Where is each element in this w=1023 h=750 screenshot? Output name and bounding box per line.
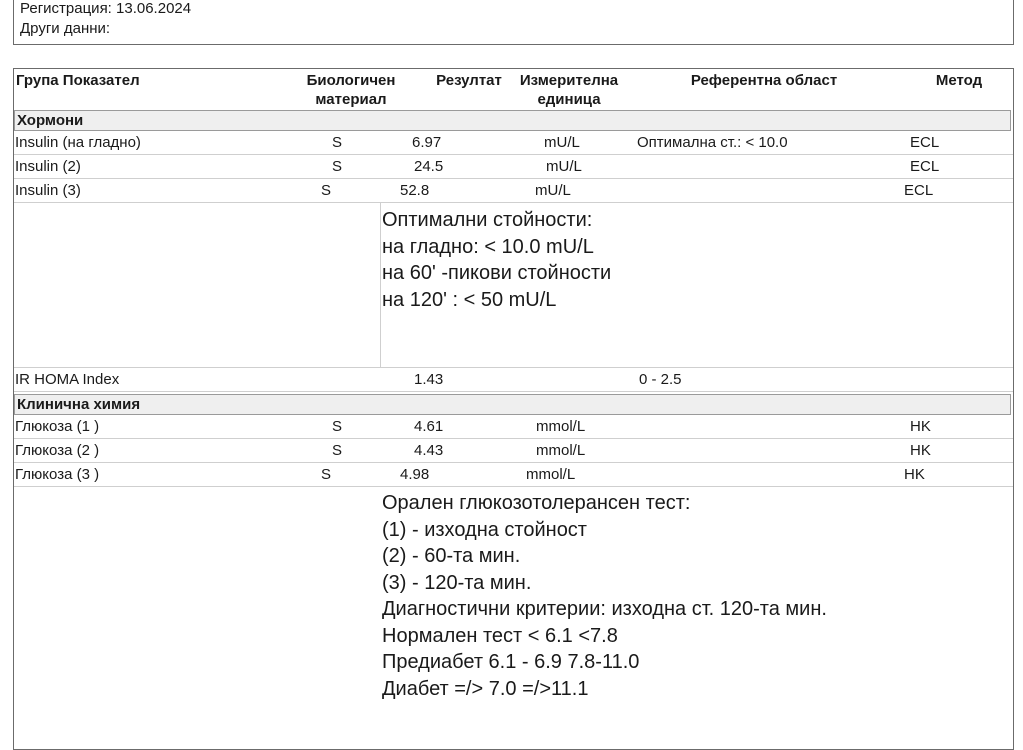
table-row: [14, 179, 1013, 203]
row-method: ECL: [910, 158, 940, 175]
row-result: 1.43: [414, 371, 444, 388]
table-row-homa: [14, 367, 1013, 392]
patient-info-box: [13, 0, 1014, 45]
row-unit: mmol/L: [536, 442, 586, 459]
row-method: ECL: [910, 134, 940, 151]
header-material-line2: материал: [315, 91, 387, 108]
note-line: на 60' -пикови стойности: [382, 262, 612, 284]
row-method: HK: [910, 418, 931, 435]
row-name: Insulin (3): [15, 182, 81, 199]
header-group: Група Показател: [16, 72, 140, 89]
row-method: HK: [904, 466, 925, 483]
row-name: Insulin (2): [15, 158, 81, 175]
note-line: Диабет =/> 7.0 =/>11.1: [382, 677, 589, 700]
row-material: S: [321, 466, 332, 483]
note-line: (3) - 120-та мин.: [382, 571, 532, 594]
row-result: 52.8: [400, 182, 430, 199]
note-line: Орален глюкозотолерансен тест:: [382, 492, 691, 514]
row-material: S: [332, 418, 343, 435]
row-material: S: [332, 158, 343, 175]
note-line: (2) - 60-та мин.: [382, 545, 521, 567]
note-line: Диагностични критерии: изходна ст. 120-та мин.: [382, 598, 827, 620]
row-result: 4.61: [414, 418, 444, 435]
note-line: Нормален тест < 6.1 <7.8: [382, 624, 618, 647]
row-name: Глюкоза (1 ): [15, 418, 100, 435]
group-label-clinical-chemistry: Клинична химия: [17, 396, 141, 413]
row-reference: Оптимална ст.: < 10.0: [637, 134, 788, 151]
row-unit: mU/L: [535, 182, 571, 199]
row-result: 4.98: [400, 466, 430, 483]
table-row: [14, 439, 1013, 463]
row-material: S: [332, 442, 343, 459]
header-reference: Референтна област: [690, 72, 838, 89]
header-result: Резултат: [436, 72, 502, 89]
header-material: [296, 71, 406, 109]
other-data-label: Други данни:: [20, 20, 111, 37]
row-material: S: [321, 182, 332, 199]
table-row: [14, 155, 1013, 179]
note-line: Оптимални стойности:: [382, 209, 593, 231]
group-row-hormones: [14, 110, 1011, 131]
group-row-clinical-chemistry: [14, 394, 1011, 415]
header-unit-line1: Измерителна: [519, 72, 619, 89]
row-result: 6.97: [412, 134, 442, 151]
row-name: Глюкоза (2 ): [15, 442, 100, 459]
row-unit: mmol/L: [526, 466, 576, 483]
table-row: [14, 463, 1013, 487]
header-unit: [509, 71, 629, 109]
table-row: [14, 415, 1013, 439]
row-name: Глюкоза (3 ): [15, 466, 100, 483]
note-line: (1) - изходна стойност: [382, 518, 587, 541]
header-unit-line2: единица: [537, 91, 601, 108]
row-method: HK: [910, 442, 931, 459]
row-result: 24.5: [414, 158, 444, 175]
header-material-line1: Биологичен: [306, 72, 396, 89]
header-method: Метод: [935, 72, 983, 89]
row-unit: mU/L: [544, 134, 580, 151]
row-material: S: [332, 134, 343, 151]
note-line: на гладно: < 10.0 mU/L: [382, 235, 594, 258]
group-label-hormones: Хормони: [17, 112, 84, 129]
note-line: на 120' : < 50 mU/L: [382, 288, 557, 311]
row-unit: mmol/L: [536, 418, 586, 435]
results-table: [13, 68, 1014, 750]
column-divider: [380, 203, 381, 367]
row-unit: mU/L: [546, 158, 582, 175]
row-name: Insulin (на гладно): [15, 134, 141, 151]
ogtt-note: [382, 490, 827, 702]
row-method: ECL: [904, 182, 934, 199]
registration-date: Регистрация: 13.06.2024: [20, 0, 192, 17]
insulin-note: [382, 207, 611, 313]
row-reference: 0 - 2.5: [639, 371, 682, 388]
table-row: [14, 131, 1013, 155]
note-line: Предиабет 6.1 - 6.9 7.8-11.0: [382, 651, 640, 673]
row-result: 4.43: [414, 442, 444, 459]
row-name: IR HOMA Index: [15, 371, 120, 388]
